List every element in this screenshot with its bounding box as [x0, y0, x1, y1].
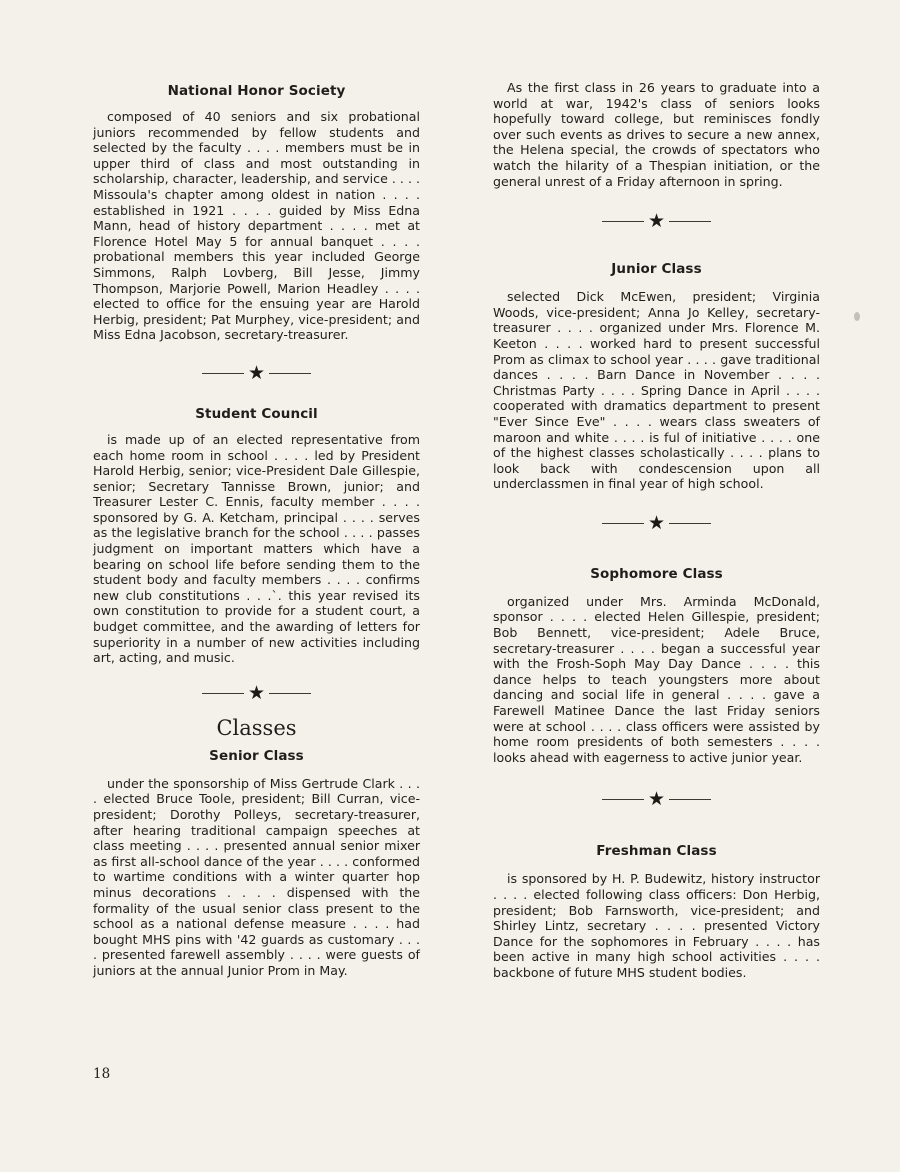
- sophomore-class-text: organized under Mrs. Arminda McDonald, sponsor . . . . elected Helen Gillespie, president; Bob Bennett, vice-president; Adele Bruce, secretary-treasurer . . . . began a successful year with the Frosh-Soph May Day Dance . . . . this dance helps to teach youngsters more about dancing and social life in general . . . . gave a Farewell Matinee Dance the last Friday seniors were at school . . . . class officers were assisted by home room presidents of both semesters . . . . looks ahead with eagerness to active junior year.: [493, 593, 820, 765]
- right-column: [493, 80, 820, 981]
- student-council-text: is made up of an elected representative from each home room in school . . . . led by President Harold Herbig, senior; vice-President Dale Gillespie, senior; Secretary Tannisse Brown, junior; and Treasurer Lester C. Ennis, faculty member . . . . sponsored by G. A. Ketcham, principal . . . . serves as the legislative branch for the school . . . . passes judgment on important matters which have a bearing on school life before sending them to the student body and faculty members . . . . confirms new club constitutions . . .`. this year revised its own constitution to provide for a student court, a budget committee, and the awarding of letters for superiority in a number of new activities including art, acting, and music.: [93, 431, 420, 666]
- sophomore-class-heading: Sophomore Class: [590, 565, 723, 582]
- senior-class-text: under the sponsorship of Miss Gertrude Clark . . . . elected Bruce Toole, president; Bill Curran, vice-president; Dorothy Polleys, secretary-treasurer, after hearing traditional campaign speeches at class meeting . . . . presented annual senior mixer as first all-school dance of the year . . . . conformed to wartime conditions with a winter quarter hop minus decorations . . . . dispensed with the formality of the usual senior class present to the school as a national defense measure . . . . had bought MHS pins with '42 guards as customary . . . . presented farewell assembly . . . . were guests of juniors at the annual Junior Prom in May.: [93, 775, 420, 978]
- left-column: [93, 80, 420, 979]
- senior-class-heading: Senior Class: [209, 747, 304, 764]
- star-divider: [493, 514, 820, 534]
- star-divider: [93, 684, 420, 704]
- star-divider: [93, 364, 420, 384]
- star-icon: ★: [247, 362, 266, 385]
- page-number: 18: [93, 1066, 111, 1082]
- star-icon: ★: [647, 787, 666, 810]
- star-icon: ★: [647, 209, 666, 232]
- student-council-heading: Student Council: [195, 405, 318, 422]
- junior-class-text: selected Dick McEwen, president; Virginia Woods, vice-president; Anna Jo Kelley, secretary-treasurer . . . . organized under Mrs. Florence M. Keeton . . . . worked hard to present successful Prom as climax to school year . . . . gave traditional dances . . . . Barn Dance in November . . . . Christmas Party . . . . Spring Dance in April . . . . cooperated with dramatics department to present "Ever Since Eve" . . . . wears class sweaters of maroon and white . . . . is ful of initiative . . . . one of the highest classes scholastically . . . . plans to look back with condescension upon all underclassmen in final year of high school.: [493, 289, 820, 492]
- paper-speck: [854, 312, 860, 321]
- intro-text: As the first class in 26 years to graduate into a world at war, 1942's class of seniors looks hopefully toward college, but reminisces fondly over such events as drives to secure a new annex, the Helena special, the crowds of spectators who watch the hilarity of a Thespian initiation, or the general unrest of a Friday afternoon in spring.: [493, 80, 820, 189]
- star-divider: [493, 789, 820, 809]
- star-divider: [493, 211, 820, 231]
- national-honor-society-text: composed of 40 seniors and six probational juniors recommended by fellow students and selected by the faculty . . . . members must be in upper third of class and most outstanding in scholarship, character, leadership, and service . . . . Missoula's chapter among oldest in nation . . . . established in 1921 . . . . guided by Miss Edna Mann, head of history department . . . . met at Florence Hotel May 5 for annual banquet . . . . probational members this year included George Simmons, Ralph Lovberg, Bill Jesse, Jimmy Thompson, Marjorie Powell, Marion Headley . . . . elected to office for the ensuing year are Harold Herbig, president; Pat Murphey, vice-president; and Miss Edna Jacobson, secretary-treasurer.: [93, 109, 420, 343]
- national-honor-society-heading: National Honor Society: [167, 83, 346, 99]
- freshman-class-heading: Freshman Class: [596, 843, 717, 860]
- star-icon: ★: [247, 682, 266, 705]
- freshman-class-text: is sponsored by H. P. Budewitz, history instructor . . . . elected following class officers: Don Herbig, president; Bob Farnsworth, vice-president; and Shirley Lintz, secretary . . . . presented Victory Dance for the sophomores in February . . . . has been active in many high school activities . . . . backbone of future MHS student bodies.: [493, 871, 820, 980]
- star-icon: ★: [647, 512, 666, 535]
- junior-class-heading: Junior Class: [611, 261, 702, 278]
- classes-heading: Classes: [216, 715, 297, 740]
